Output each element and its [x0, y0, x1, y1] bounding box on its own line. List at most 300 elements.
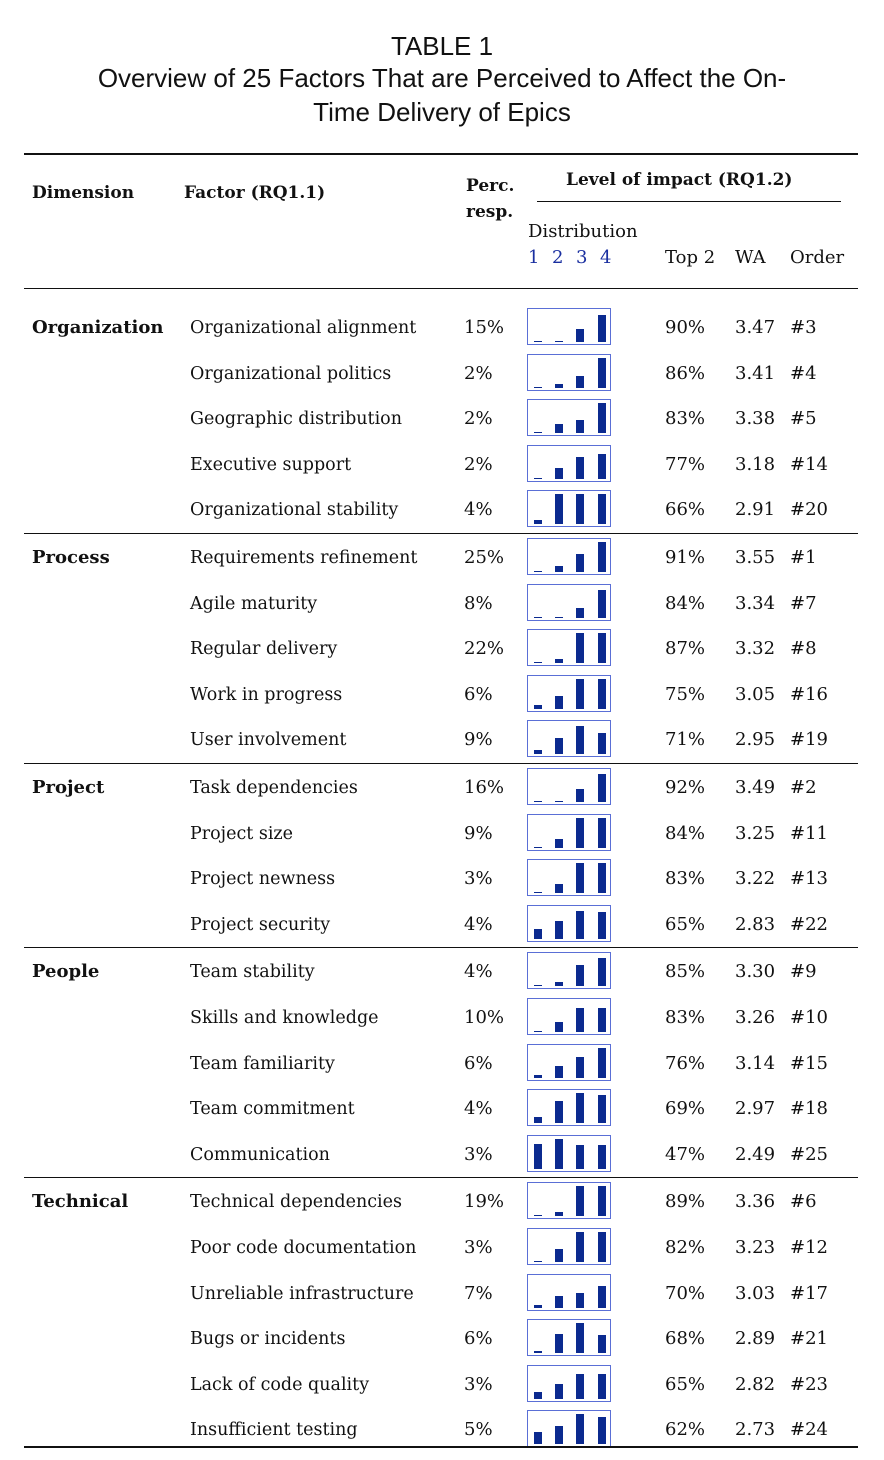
distribution-bar-2: [555, 468, 563, 479]
wa-value: 2.89: [735, 1328, 776, 1349]
distribution-bar-1: [534, 705, 542, 709]
factor-name: Skills and knowledge: [190, 1008, 379, 1028]
group-divider: [24, 533, 858, 534]
distribution-bar-2: [555, 1296, 563, 1308]
distribution-sparkline: [527, 538, 611, 575]
table-row: [0, 535, 884, 581]
top2-value: 62%: [665, 1419, 706, 1440]
header-level-of-impact: Level of impact (RQ1.2): [566, 170, 793, 190]
top2-value: 77%: [665, 454, 706, 475]
distribution-bar-2: [555, 1022, 563, 1033]
wa-value: 3.26: [735, 1007, 776, 1028]
distribution-bar-1: [534, 1117, 542, 1123]
distribution-sparkline: [527, 859, 611, 896]
top2-value: 65%: [665, 1374, 706, 1395]
table-title-line1: Overview of 25 Factors That are Perceived to Affect the On-: [97, 63, 787, 93]
table-row: [0, 396, 884, 442]
top2-value: 66%: [665, 499, 706, 520]
table-row: [0, 717, 884, 763]
wa-value: 2.97: [735, 1098, 776, 1119]
distribution-bar-1: [534, 617, 542, 619]
distribution-sparkline: [527, 814, 611, 851]
distribution-sparkline: [527, 675, 611, 712]
factor-name: Executive support: [190, 455, 352, 475]
perc-resp: 5%: [464, 1419, 493, 1440]
top2-value: 71%: [665, 729, 706, 750]
scale-label-4: 4: [600, 247, 612, 268]
order-rank: #6: [790, 1191, 817, 1212]
order-rank: #19: [790, 729, 828, 750]
table-row: [0, 902, 884, 948]
distribution-bar-4: [598, 494, 606, 524]
scale-label-3: 3: [576, 247, 588, 268]
wa-value: 2.73: [735, 1419, 776, 1440]
distribution-bar-2: [555, 1384, 563, 1399]
order-rank: #12: [790, 1237, 828, 1258]
distribution-sparkline: [527, 1319, 611, 1356]
table-row: [0, 672, 884, 718]
factor-name: Agile maturity: [190, 594, 318, 614]
perc-resp: 2%: [464, 363, 493, 384]
factor-name: Lack of code quality: [190, 1375, 370, 1395]
distribution-bar-2: [555, 566, 563, 572]
table-row: [0, 1086, 884, 1132]
order-rank: #11: [790, 823, 828, 844]
top2-value: 82%: [665, 1237, 706, 1258]
distribution-bar-2: [555, 659, 563, 663]
wa-value: 2.49: [735, 1144, 776, 1165]
distribution-bar-3: [576, 1057, 584, 1078]
table-row: [0, 442, 884, 488]
distribution-bar-3: [576, 608, 584, 619]
order-rank: #5: [790, 408, 817, 429]
distribution-sparkline: [527, 584, 611, 621]
header-order: Order: [790, 247, 845, 268]
distribution-bar-2: [555, 921, 563, 939]
distribution-bar-4: [598, 1008, 606, 1032]
distribution-bar-3: [576, 1145, 584, 1169]
distribution-sparkline: [527, 445, 611, 482]
top2-value: 84%: [665, 593, 706, 614]
top2-value: 70%: [665, 1283, 706, 1304]
group-divider: [24, 763, 858, 764]
order-rank: #21: [790, 1328, 828, 1349]
distribution-bar-3: [576, 633, 584, 663]
header-distribution: Distribution: [528, 221, 638, 242]
factor-name: Project newness: [190, 869, 336, 889]
factor-name: Team commitment: [190, 1099, 355, 1119]
distribution-bar-4: [598, 1335, 606, 1353]
distribution-sparkline: [527, 399, 611, 436]
table-title-line2: Time Delivery of Epics: [313, 97, 571, 127]
top2-value: 83%: [665, 1007, 706, 1028]
distribution-bar-3: [576, 1293, 584, 1308]
top2-value: 89%: [665, 1191, 706, 1212]
table-row: [0, 1316, 884, 1362]
distribution-bar-3: [576, 1093, 584, 1123]
order-rank: #18: [790, 1098, 828, 1119]
table-row: [0, 581, 884, 627]
distribution-bar-2: [555, 982, 563, 987]
distribution-bar-1: [534, 662, 542, 664]
wa-value: 3.22: [735, 868, 776, 889]
wa-value: 2.91: [735, 499, 776, 520]
perc-resp: 15%: [464, 317, 505, 338]
top2-value: 90%: [665, 317, 706, 338]
wa-value: 3.14: [735, 1053, 776, 1074]
distribution-sparkline: [527, 1044, 611, 1081]
distribution-bar-2: [555, 839, 563, 848]
perc-resp: 3%: [464, 868, 493, 889]
wa-value: 3.49: [735, 777, 776, 798]
factor-name: Organizational alignment: [190, 318, 417, 338]
distribution-sparkline: [527, 1228, 611, 1265]
perc-resp: 10%: [464, 1007, 505, 1028]
perc-resp: 4%: [464, 1098, 493, 1119]
distribution-bar-2: [555, 384, 563, 389]
dimension-label: Process: [32, 547, 110, 568]
top2-value: 47%: [665, 1144, 706, 1165]
distribution-sparkline: [527, 768, 611, 805]
order-rank: #24: [790, 1419, 828, 1440]
distribution-sparkline: [527, 1089, 611, 1126]
distribution-bar-2: [555, 696, 563, 710]
factor-name: Geographic distribution: [190, 409, 402, 429]
top2-value: 68%: [665, 1328, 706, 1349]
distribution-bar-4: [598, 958, 606, 987]
distribution-bar-4: [598, 1048, 606, 1078]
distribution-bar-1: [534, 387, 542, 389]
perc-resp: 2%: [464, 454, 493, 475]
factor-name: Work in progress: [190, 685, 343, 705]
scale-label-1: 1: [528, 247, 540, 268]
order-rank: #8: [790, 638, 817, 659]
distribution-bar-1: [534, 1351, 542, 1353]
distribution-bar-4: [598, 1145, 606, 1169]
distribution-bar-1: [534, 847, 542, 849]
table-row: [0, 995, 884, 1041]
top2-value: 75%: [665, 684, 706, 705]
distribution-bar-4: [598, 818, 606, 848]
wa-value: 3.30: [735, 961, 776, 982]
top2-value: 83%: [665, 868, 706, 889]
factor-name: Poor code documentation: [190, 1238, 417, 1258]
distribution-bar-1: [534, 1031, 542, 1033]
wa-value: 3.05: [735, 684, 776, 705]
distribution-sparkline: [527, 354, 611, 391]
perc-resp: 16%: [464, 777, 505, 798]
distribution-bar-3: [576, 726, 584, 755]
wa-value: 3.38: [735, 408, 776, 429]
factor-name: Organizational politics: [190, 364, 392, 384]
wa-value: 3.32: [735, 638, 776, 659]
factor-name: Task dependencies: [190, 778, 358, 798]
distribution-bar-3: [576, 1323, 584, 1353]
distribution-bar-3: [576, 789, 584, 803]
distribution-bar-2: [555, 801, 563, 803]
distribution-bar-1: [534, 520, 542, 525]
distribution-bar-4: [598, 1417, 606, 1444]
distribution-bar-2: [555, 1426, 563, 1444]
distribution-bar-4: [598, 403, 606, 433]
top2-value: 69%: [665, 1098, 706, 1119]
distribution-bar-1: [534, 1305, 542, 1308]
wa-value: 3.36: [735, 1191, 776, 1212]
distribution-bar-1: [534, 1075, 542, 1078]
perc-resp: 6%: [464, 1328, 493, 1349]
distribution-bar-3: [576, 457, 584, 480]
wa-value: 2.95: [735, 729, 776, 750]
distribution-bar-3: [576, 818, 584, 848]
distribution-bar-3: [576, 1374, 584, 1400]
distribution-bar-2: [555, 341, 563, 343]
distribution-sparkline: [527, 998, 611, 1035]
perc-resp: 7%: [464, 1283, 493, 1304]
distribution-bar-3: [576, 376, 584, 388]
distribution-bar-2: [555, 1066, 563, 1078]
distribution-bar-3: [576, 1232, 584, 1262]
distribution-sparkline: [527, 720, 611, 757]
wa-value: 3.34: [735, 593, 776, 614]
top2-value: 85%: [665, 961, 706, 982]
factor-name: User involvement: [190, 730, 347, 750]
distribution-bar-1: [534, 1392, 542, 1400]
distribution-bar-4: [598, 733, 606, 754]
factor-name: Project security: [190, 915, 331, 935]
order-rank: #20: [790, 499, 828, 520]
distribution-bar-4: [598, 1374, 606, 1400]
perc-resp: 4%: [464, 914, 493, 935]
distribution-sparkline: [527, 629, 611, 666]
perc-resp: 9%: [464, 729, 493, 750]
distribution-bar-4: [598, 863, 606, 893]
factor-name: Organizational stability: [190, 500, 399, 520]
perc-resp: 9%: [464, 823, 493, 844]
distribution-bar-3: [576, 911, 584, 940]
factor-name: Communication: [190, 1145, 330, 1165]
distribution-bar-2: [555, 617, 563, 619]
perc-resp: 4%: [464, 499, 493, 520]
distribution-sparkline: [527, 905, 611, 942]
distribution-bar-2: [555, 1249, 563, 1263]
distribution-bar-4: [598, 358, 606, 388]
distribution-bar-3: [576, 494, 584, 524]
factor-name: Insufficient testing: [190, 1420, 358, 1440]
perc-resp: 6%: [464, 1053, 493, 1074]
top2-value: 83%: [665, 408, 706, 429]
distribution-bar-4: [598, 679, 606, 709]
dimension-label: Project: [32, 777, 105, 798]
perc-resp: 2%: [464, 408, 493, 429]
table-row: [0, 1041, 884, 1087]
factor-name: Team familiarity: [190, 1054, 335, 1074]
order-rank: #7: [790, 593, 817, 614]
table-row: [0, 1362, 884, 1408]
wa-value: 3.03: [735, 1283, 776, 1304]
perc-resp: 8%: [464, 593, 493, 614]
header-wa: WA: [735, 247, 766, 268]
distribution-bar-3: [576, 965, 584, 986]
wa-value: 3.18: [735, 454, 776, 475]
distribution-bar-1: [534, 432, 542, 434]
table-row: [0, 765, 884, 811]
distribution-bar-4: [598, 912, 606, 939]
distribution-bar-2: [555, 1212, 563, 1216]
table-row: [0, 1225, 884, 1271]
header-perc-line2: resp.: [466, 202, 514, 222]
order-rank: #1: [790, 547, 817, 568]
distribution-bar-4: [598, 1186, 606, 1216]
factor-name: Team stability: [190, 962, 315, 982]
distribution-bar-3: [576, 1414, 584, 1444]
factor-name: Requirements refinement: [190, 548, 418, 568]
order-rank: #25: [790, 1144, 828, 1165]
wa-value: 3.55: [735, 547, 776, 568]
distribution-bar-1: [534, 985, 542, 987]
distribution-bar-4: [598, 1232, 606, 1262]
distribution-bar-1: [534, 1144, 542, 1170]
order-rank: #23: [790, 1374, 828, 1395]
order-rank: #9: [790, 961, 817, 982]
table-row: [0, 351, 884, 397]
header-top2: Top 2: [665, 247, 716, 268]
wa-value: 2.82: [735, 1374, 776, 1395]
table-row: [0, 856, 884, 902]
table-row: [0, 1271, 884, 1317]
distribution-bar-3: [576, 1008, 584, 1032]
distribution-bar-1: [534, 478, 542, 480]
order-rank: #14: [790, 454, 828, 475]
distribution-bar-1: [534, 892, 542, 894]
wa-value: 2.83: [735, 914, 776, 935]
header-dimension: Dimension: [32, 183, 135, 203]
distribution-bar-2: [555, 884, 563, 893]
distribution-bar-3: [576, 863, 584, 893]
distribution-sparkline: [527, 490, 611, 527]
distribution-sparkline: [527, 952, 611, 989]
scale-label-2: 2: [552, 247, 564, 268]
distribution-sparkline: [527, 1135, 611, 1172]
distribution-bar-2: [555, 1139, 563, 1169]
table-row: [0, 949, 884, 995]
wa-value: 3.41: [735, 363, 776, 384]
perc-resp: 6%: [464, 684, 493, 705]
distribution-bar-4: [598, 542, 606, 572]
order-rank: #16: [790, 684, 828, 705]
dimension-label: Organization: [32, 317, 164, 338]
perc-resp: 3%: [464, 1144, 493, 1165]
top2-value: 65%: [665, 914, 706, 935]
distribution-bar-1: [534, 929, 542, 940]
order-rank: #15: [790, 1053, 828, 1074]
perc-resp: 4%: [464, 961, 493, 982]
perc-resp: 25%: [464, 547, 505, 568]
top2-value: 92%: [665, 777, 706, 798]
distribution-bar-4: [598, 454, 606, 480]
top-rule: [24, 153, 858, 155]
dimension-label: Technical: [32, 1191, 129, 1212]
top2-value: 86%: [665, 363, 706, 384]
table-label: TABLE 1: [390, 31, 494, 61]
factor-name: Technical dependencies: [190, 1192, 402, 1212]
distribution-bar-1: [534, 1432, 542, 1444]
distribution-bar-2: [555, 1101, 563, 1124]
top2-value: 91%: [665, 547, 706, 568]
perc-resp: 3%: [464, 1374, 493, 1395]
order-rank: #10: [790, 1007, 828, 1028]
wa-value: 3.25: [735, 823, 776, 844]
factor-name: Project size: [190, 824, 294, 844]
distribution-bar-4: [598, 1286, 606, 1309]
wa-value: 3.23: [735, 1237, 776, 1258]
header-rule: [24, 288, 858, 289]
distribution-bar-3: [576, 679, 584, 709]
header-factor: Factor (RQ1.1): [184, 183, 326, 203]
order-rank: #22: [790, 914, 828, 935]
distribution-bar-4: [598, 315, 606, 342]
table-row: [0, 626, 884, 672]
factor-name: Regular delivery: [190, 639, 338, 659]
top2-value: 84%: [665, 823, 706, 844]
bottom-rule: [24, 1446, 858, 1448]
table-row: [0, 1179, 884, 1225]
distribution-bar-1: [534, 571, 542, 573]
distribution-bar-1: [534, 801, 542, 803]
table-row: [0, 305, 884, 351]
table-row: [0, 1132, 884, 1178]
distribution-sparkline: [527, 308, 611, 345]
distribution-bar-2: [555, 1334, 563, 1354]
distribution-bar-2: [555, 494, 563, 524]
order-rank: #4: [790, 363, 817, 384]
wa-value: 3.47: [735, 317, 776, 338]
distribution-bar-4: [598, 1095, 606, 1124]
factor-name: Bugs or incidents: [190, 1329, 346, 1349]
distribution-bar-1: [534, 341, 542, 343]
distribution-sparkline: [527, 1365, 611, 1402]
order-rank: #3: [790, 317, 817, 338]
order-rank: #2: [790, 777, 817, 798]
distribution-bar-1: [534, 1215, 542, 1217]
distribution-sparkline: [527, 1410, 611, 1447]
distribution-bar-3: [576, 1186, 584, 1216]
distribution-sparkline: [527, 1274, 611, 1311]
distribution-bar-2: [555, 424, 563, 433]
order-rank: #17: [790, 1283, 828, 1304]
distribution-bar-4: [598, 590, 606, 619]
distribution-bar-1: [534, 1261, 542, 1263]
top2-value: 87%: [665, 638, 706, 659]
distribution-bar-3: [576, 420, 584, 433]
table-row: [0, 811, 884, 857]
distribution-bar-4: [598, 774, 606, 803]
perc-resp: 3%: [464, 1237, 493, 1258]
dimension-label: People: [32, 961, 100, 982]
header-perc-line1: Perc.: [466, 176, 515, 196]
distribution-sparkline: [527, 1182, 611, 1219]
distribution-bar-1: [534, 750, 542, 754]
top2-value: 76%: [665, 1053, 706, 1074]
distribution-bar-3: [576, 329, 584, 343]
table-row: [0, 487, 884, 533]
order-rank: #13: [790, 868, 828, 889]
distribution-bar-3: [576, 554, 584, 572]
perc-resp: 19%: [464, 1191, 505, 1212]
distribution-bar-2: [555, 738, 563, 755]
distribution-bar-4: [598, 633, 606, 663]
factor-name: Unreliable infrastructure: [190, 1284, 414, 1304]
perc-resp: 22%: [464, 638, 505, 659]
